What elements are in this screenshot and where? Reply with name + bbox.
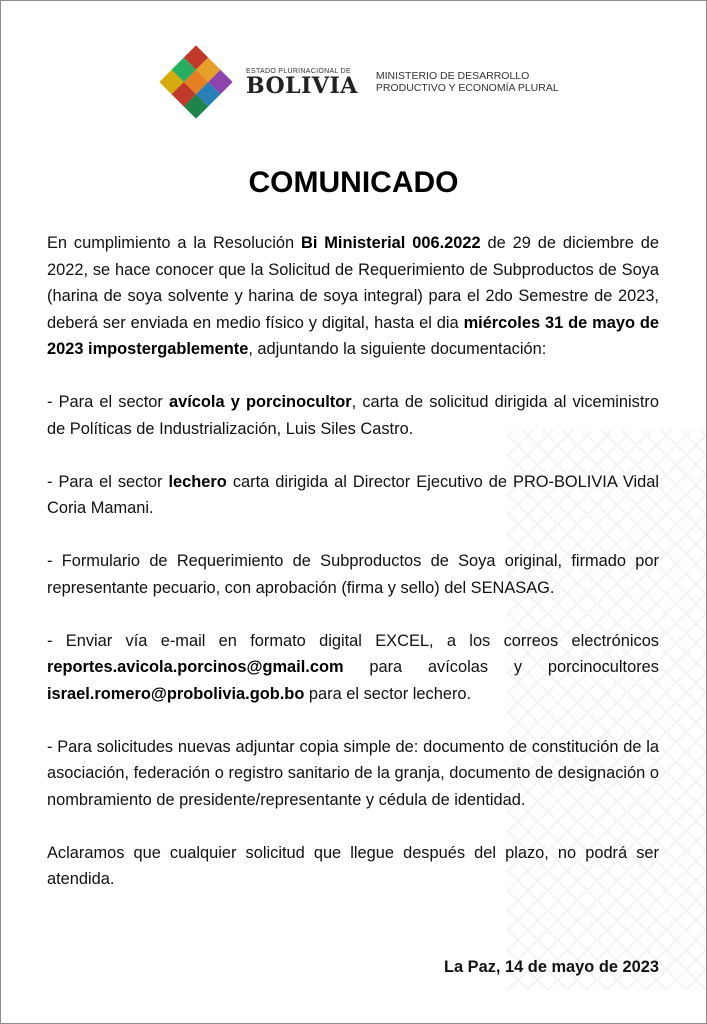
- paragraph-intro: [47, 230, 659, 363]
- deadline-bold: miércoles 31 de mayo de 2023 impostergablemente: [47, 313, 660, 358]
- state-small-label: ESTADO PLURINACIONAL DE: [246, 67, 351, 75]
- sector-bold: lechero: [168, 472, 227, 491]
- state-big-label: BOLIVIA: [246, 72, 358, 99]
- ministry-line-2: PRODUCTIVO Y ECONOMÍA PLURAL: [375, 82, 559, 94]
- text: En cumplimiento a la Resolución: [47, 234, 301, 252]
- document-title: COMUNICADO: [248, 166, 459, 199]
- text: para el sector lechero.: [304, 684, 472, 703]
- text: de 29 de diciembre de 2022, se hace conocer que la Solicitud de Requerimiento de Subproductos de Soya (harina de soya solvente y harina de soya integral) para el 2do Semestre de 2023, deberá ser enviada en medio físico y digital, hasta el dia: [47, 234, 659, 332]
- text: - Para el sector: [47, 472, 169, 491]
- text: - Enviar vía e-mail en formato digital EXCEL, a los correos electrónicos: [47, 631, 659, 650]
- text: para avícolas y porcinocultores: [343, 658, 659, 676]
- ministry-name: [376, 70, 559, 94]
- resolution-bold: Bi Ministerial 006.2022: [301, 234, 481, 252]
- text: , adjuntando la siguiente documentación:: [248, 340, 547, 358]
- sector-bold: avícola y porcinocultor: [169, 393, 352, 411]
- text: carta dirigida al Director Ejecutivo de PRO-BOLIVIA Vidal Coria Mamani.: [47, 472, 660, 517]
- place-date: La Paz, 14 de mayo de 2023: [443, 958, 659, 976]
- bolivia-emblem-logo: [159, 45, 232, 118]
- paragraph-email: [47, 628, 659, 708]
- paragraph-lechero: [47, 469, 659, 522]
- paragraph-formulario: - Formulario de Requerimiento de Subproductos de Soya original, firmado por representante pecuario, con aprobación (firma y sello) del SENASAG.: [47, 552, 659, 597]
- paragraph-aclaracion: Aclaramos que cualquier solicitud que llegue después del plazo, no podrá ser atendida.: [47, 843, 659, 888]
- text: , carta de solicitud dirigida al viceministro de Políticas de Industrialización, Luis Siles Castro.: [47, 393, 660, 438]
- text: - Para el sector: [47, 393, 170, 411]
- ministry-line-1: MINISTERIO DE DESARROLLO: [375, 70, 530, 82]
- letterhead: [160, 46, 559, 118]
- email-lechero-link[interactable]: israel.romero@probolivia.gob.bo: [47, 684, 305, 703]
- paragraph-avicola: [47, 389, 659, 442]
- email-avicola-link[interactable]: reportes.avicola.porcinos@gmail.com: [47, 658, 344, 676]
- document-body: [47, 230, 659, 919]
- state-name: [246, 68, 358, 97]
- paragraph-nuevas: - Para solicitudes nuevas adjuntar copia simple de: documento de constitución de la asociación, federación o registro sanitario de la granja, documento de designación o nombramiento de presidente/representante y cédula de identidad.: [47, 737, 659, 809]
